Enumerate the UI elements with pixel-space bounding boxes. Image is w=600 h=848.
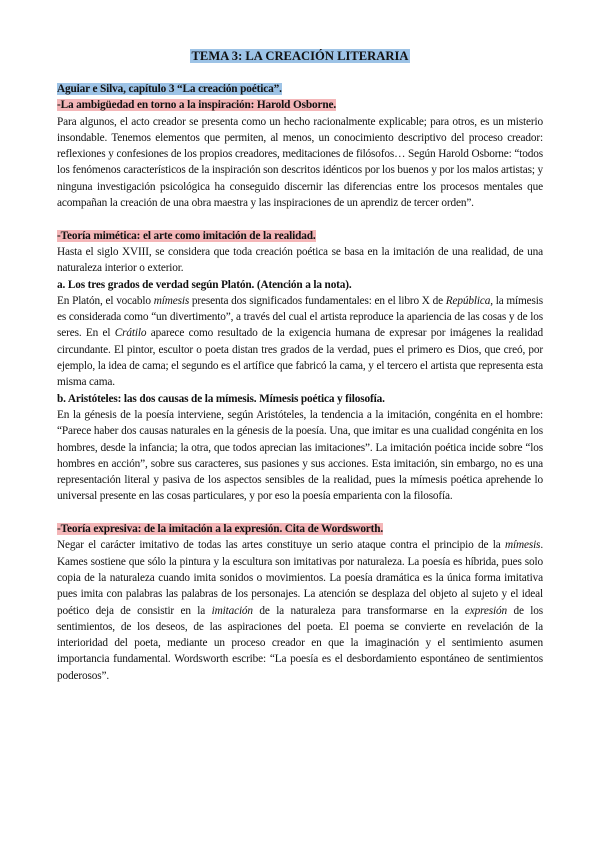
plato-text-1: En Platón, el vocablo <box>57 294 154 307</box>
expressive-text-4: de los sentimientos, de los deseos, de las aspiraciones del poeta. El poema se convierte en revelación de la interioridad del poeta, mediante un proceso creador en que la imaginación y el sentimiento asumen importancia fundamental. Wordsworth escribe: “La poesía es el desbordamiento espontáneo de sentimientos poderosos”. <box>57 604 543 682</box>
section-heading-mimetic <box>57 228 543 244</box>
expressive-term-mimesis: mímesis <box>504 539 541 552</box>
expressive-paragraph <box>57 537 543 684</box>
plato-work-republica: República <box>445 294 491 307</box>
section-heading-expressive-text: -Teoría expresiva: de la imitación a la expresión. Cita de Wordsworth. <box>57 523 384 536</box>
document-body <box>57 81 543 684</box>
plato-text-2: presenta dos significados fundamentales: en el libro X de <box>189 294 446 307</box>
title-text: TEMA 3: LA CREACIÓN LITERARIA <box>191 49 409 63</box>
source-heading <box>57 81 543 97</box>
inspiration-paragraph: Para algunos, el acto creador se presenta como un hecho racionalmente explicable; para otros, es un misterio insondable. Tenemos elementos que permiten, al menos, un conocimiento descriptivo del proceso creador: reflexiones y confesiones de los propios creadores, meditaciones de filósofos… Según Harold Osborne: “todos los fenómenos característicos de la inspiración son descritos idénticos por los buenos y por los malos artistas; y ninguna investigación psicológica ha conseguido discernir las diferencias entre los procesos mentales que acompañan la creación de una obra maestra y las inspiraciones de un aprendiz de tercer orden”. <box>57 115 543 210</box>
document-title <box>0 49 600 64</box>
expressive-text-3: de la naturaleza para transformarse en la <box>252 604 465 617</box>
plato-text-3: , la mímesis es considerada como “un divertimento”, a través del cual el artista reproduce la apariencia de las cosas y de los seres. En el <box>57 294 543 340</box>
expressive-term-expresion: expresión <box>464 604 507 617</box>
plato-term-mimesis: mímesis <box>153 294 190 307</box>
section-heading-mimetic-text: -Teoría mimética: el arte como imitación de la realidad. <box>57 229 316 242</box>
source-heading-text: Aguiar e Silva, capítulo 3 “La creación poética”. <box>57 83 282 95</box>
aristotle-paragraph: En la génesis de la poesía interviene, según Aristóteles, la tendencia a la imitación, congénita en el hombre: “Parece haber dos causas naturales en la génesis de la poesía. Una, que imitar es una cualidad congénita en los hombres, desde la infancia; la otra, que todos aprecian las imitaciones”. La imitación poética incide sobre “los hombres en acción”, sobre sus caracteres, sus pasiones y sus acciones. Esta imitación, sin embargo, no es una representación literal y pasiva de los aspectos sensibles de la realidad, pues la mímesis poética aprehende lo universal presente en las cosas particulares, y por eso la poesía emparienta con la filosofía. <box>57 408 543 503</box>
plato-text-4: aparece como resultado de la exigencia humana de expresar por imágenes la realidad circundante. El pintor, escultor o poeta distan tres grados de la verdad, pues el primero es Dios, que creó, por ejemplo, la idea de cama; el segundo es el artífice que fabricó la cama, y el tercero el artista que representa esta misma cama. <box>57 327 544 389</box>
section-spacer <box>57 211 543 227</box>
mimetic-intro-paragraph: Hasta el siglo XVIII, se considera que toda creación poética se basa en la imitación de una realidad, de una naturaleza interior o exterior. <box>57 245 543 275</box>
plato-paragraph <box>57 293 543 391</box>
section-heading-expressive <box>57 521 543 537</box>
plato-work-cratilo: Crátilo <box>114 327 147 340</box>
section-heading-inspiration-text: -La ambigüedad en torno a la inspiración: Harold Osborne. <box>57 99 337 112</box>
subheading-plato: a. Los tres grados de verdad según Platón. (Atención a la nota). <box>57 278 352 291</box>
section-heading-inspiration <box>57 97 543 113</box>
expressive-text-2: . Kames sostiene que sólo la pintura y la escultura son imitativas por naturaleza. La poesía es híbrida, pues solo copia de la naturaleza cuando imita sonidos o movimientos. La poesía dramática es la única forma imitativa pues imita con palabras las palabras de los personajes. La atención se desplaza del objeto al sujeto y el ideal poético deja de consistir en la <box>57 539 543 617</box>
expressive-term-imitacion: imitación <box>211 604 253 617</box>
expressive-text-1: Negar el carácter imitativo de todas las artes constituye un serio ataque contra el principio de la <box>57 539 505 552</box>
subheading-aristotle: b. Aristóteles: las dos causas de la mímesis. Mímesis poética y filosofía. <box>57 392 385 405</box>
section-spacer <box>57 505 543 521</box>
